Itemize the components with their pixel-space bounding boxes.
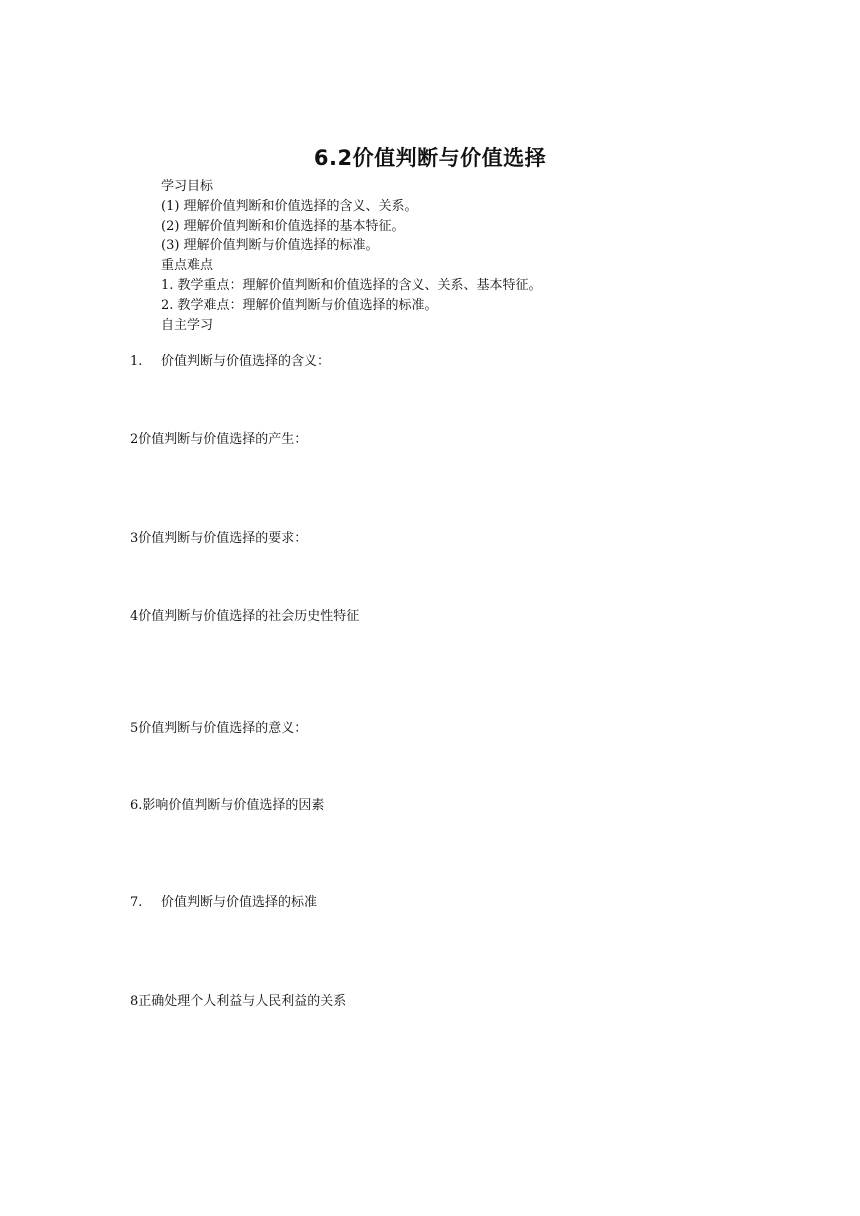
question-item	[130, 993, 346, 1011]
question-item	[130, 431, 307, 449]
section-heading-self-study: 自主学习	[161, 317, 214, 333]
objective-item: (3) 理解价值判断与价值选择的标准。	[161, 238, 379, 254]
question-text: 价值判断与价值选择的社会历史性特征	[138, 609, 360, 624]
key-point-item: 1. 教学重点：理解价值判断和价值选择的含义、关系、基本特征。	[161, 277, 542, 293]
page-title: 6.2价值判断与价值选择	[313, 146, 547, 170]
question-number: 5	[130, 721, 139, 736]
question-number: 8	[130, 994, 139, 1009]
question-item	[130, 530, 307, 548]
key-point-item: 2. 教学难点：理解价值判断与价值选择的标准。	[161, 297, 438, 313]
section-heading-objectives: 学习目标	[161, 179, 214, 194]
question-number: 4	[130, 609, 139, 624]
question-text: 正确处理个人利益与人民利益的关系	[138, 994, 347, 1009]
question-item	[130, 797, 324, 815]
question-text: 价值判断与价值选择的要求：	[138, 531, 308, 546]
question-item	[130, 720, 307, 738]
question-text: 价值判断与价值选择的意义：	[138, 721, 308, 736]
question-text: 影响价值判断与价值选择的因素	[142, 798, 325, 813]
question-number: 3	[130, 531, 139, 546]
question-number: 1.	[130, 354, 143, 369]
question-item	[130, 894, 317, 912]
question-item	[130, 353, 330, 371]
question-text: 价值判断与价值选择的标准	[161, 895, 318, 910]
question-item	[130, 608, 359, 626]
intro-section	[161, 177, 781, 335]
question-text: 价值判断与价值选择的含义：	[161, 354, 331, 369]
question-text: 价值判断与价值选择的产生：	[138, 432, 308, 447]
question-number: 7.	[130, 895, 143, 910]
question-number: 2	[130, 432, 139, 447]
objective-item: (1) 理解价值判断和价值选择的含义、关系。	[161, 198, 418, 214]
question-number: 6.	[130, 798, 143, 813]
objective-item: (2) 理解价值判断和价值选择的基本特征。	[161, 218, 405, 234]
section-heading-key-points: 重点难点	[161, 258, 214, 274]
